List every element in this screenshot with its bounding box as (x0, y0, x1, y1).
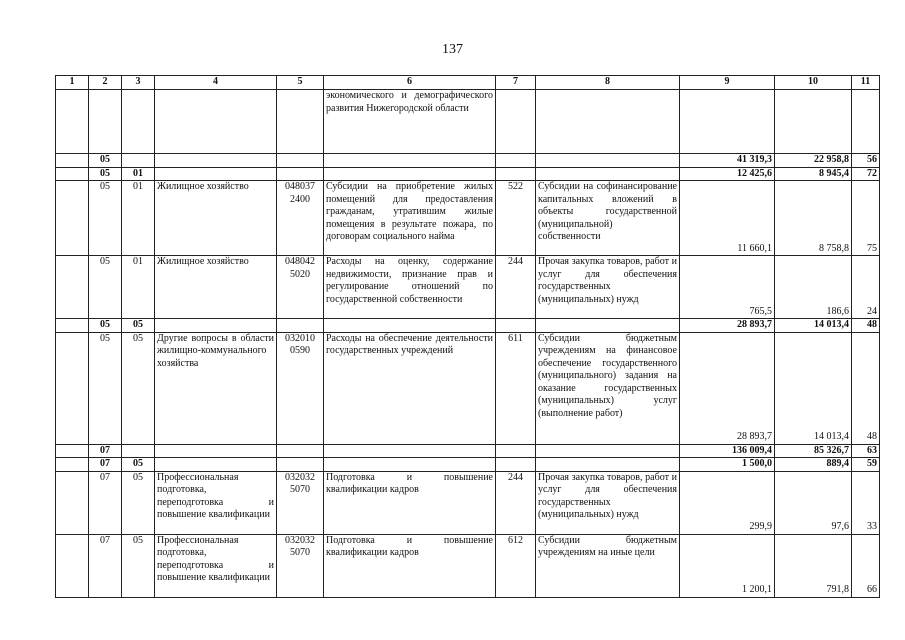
cell-subsection-name: Другие вопросы в области жилищно-коммунального хозяйства (155, 332, 277, 444)
table-header-row (56, 76, 880, 90)
cell-subsection (122, 154, 155, 168)
cell-expense-type-code: 244 (496, 471, 536, 534)
cell-subsection: 05 (122, 471, 155, 534)
cell-plan: 299,9 (680, 471, 775, 534)
cell-expense-type-name: Субсидии бюджетным учреждениям на иные цели (536, 534, 680, 597)
table-row (56, 444, 880, 458)
cell-c1 (56, 256, 89, 319)
budget-table (55, 75, 880, 598)
cell-c1 (56, 332, 89, 444)
cell-section: 05 (89, 167, 122, 181)
cell-target-code (277, 154, 324, 168)
cell-target-name: Субсидии на приобретение жилых помещений для предоставления гражданам, утратившим жилые помещения в результате пожара, по договорам социального найма (324, 181, 496, 256)
cell-section: 05 (89, 181, 122, 256)
cell-expense-type-code (496, 167, 536, 181)
cell-expense-type-name (536, 444, 680, 458)
cell-subsection-name (155, 458, 277, 472)
cell-subsection: 05 (122, 319, 155, 333)
cell-target-name (324, 458, 496, 472)
cell-subsection-name: Жилищное хозяйство (155, 181, 277, 256)
cell-actual: 8 758,8 (775, 181, 852, 256)
cell-subsection-name (155, 319, 277, 333)
cell-plan: 1 200,1 (680, 534, 775, 597)
cell-expense-type-name (536, 458, 680, 472)
cell-expense-type-code: 244 (496, 256, 536, 319)
column-header: 6 (324, 76, 496, 90)
page-number: 137 (442, 42, 463, 57)
cell-plan: 12 425,6 (680, 167, 775, 181)
cell-target-name: Расходы на оценку, содержание недвижимости, признание прав и регулирование отношений по государственной собственности (324, 256, 496, 319)
cell-subsection: 05 (122, 534, 155, 597)
cell-target-code (277, 444, 324, 458)
cell-subsection: 01 (122, 256, 155, 319)
cell-percent: 72 (852, 167, 880, 181)
column-header: 7 (496, 76, 536, 90)
cell-plan: 28 893,7 (680, 332, 775, 444)
cell-expense-type-name (536, 154, 680, 168)
cell-plan: 28 893,7 (680, 319, 775, 333)
cell-expense-type-code (496, 444, 536, 458)
cell-percent: 56 (852, 154, 880, 168)
cell-percent: 24 (852, 256, 880, 319)
cell-percent: 33 (852, 471, 880, 534)
cell-expense-type-code: 522 (496, 181, 536, 256)
cell-target-name (324, 319, 496, 333)
cell-plan: 136 009,4 (680, 444, 775, 458)
cell-expense-type-name (536, 90, 680, 154)
cell-plan (680, 90, 775, 154)
cell-target-code (277, 458, 324, 472)
cell-subsection (122, 444, 155, 458)
column-header: 5 (277, 76, 324, 90)
table-row (56, 256, 880, 319)
table-row (56, 534, 880, 597)
cell-subsection-name (155, 154, 277, 168)
cell-c1 (56, 471, 89, 534)
cell-subsection-name: Профессиональная подготовка, переподготовка и повышение квалификации (155, 471, 277, 534)
cell-target-code: 032032 5070 (277, 534, 324, 597)
cell-target-code: 032032 5070 (277, 471, 324, 534)
cell-actual: 22 958,8 (775, 154, 852, 168)
cell-c1 (56, 181, 89, 256)
cell-percent: 48 (852, 319, 880, 333)
cell-expense-type-name: Прочая закупка товаров, работ и услуг для обеспечения государственных (муниципальных) нужд (536, 256, 680, 319)
cell-expense-type-name: Субсидии на софинансирование капитальных вложений в объекты государственной (муниципальной) собственности (536, 181, 680, 256)
table-row (56, 319, 880, 333)
cell-percent: 75 (852, 181, 880, 256)
cell-target-name: Подготовка и повышение квалификации кадров (324, 471, 496, 534)
column-header: 11 (852, 76, 880, 90)
cell-expense-type-name: Субсидии бюджетным учреждениям на финансовое обеспечение государственного (муниципального) задания на оказание государственных (муниципальных) услуг (выполнение работ) (536, 332, 680, 444)
cell-percent: 59 (852, 458, 880, 472)
column-header: 3 (122, 76, 155, 90)
cell-subsection (122, 90, 155, 154)
column-header: 10 (775, 76, 852, 90)
table-row (56, 471, 880, 534)
table-row (56, 458, 880, 472)
cell-subsection-name: Профессиональная подготовка, переподготовка и повышение квалификации (155, 534, 277, 597)
column-header: 2 (89, 76, 122, 90)
cell-expense-type-name (536, 319, 680, 333)
cell-actual: 14 013,4 (775, 319, 852, 333)
column-header: 4 (155, 76, 277, 90)
cell-c1 (56, 444, 89, 458)
cell-plan: 11 660,1 (680, 181, 775, 256)
cell-actual: 791,8 (775, 534, 852, 597)
cell-section: 05 (89, 319, 122, 333)
cell-c1 (56, 458, 89, 472)
cell-actual: 889,4 (775, 458, 852, 472)
cell-c1 (56, 154, 89, 168)
cell-percent: 66 (852, 534, 880, 597)
table-row (56, 90, 880, 154)
cell-target-name (324, 444, 496, 458)
cell-section: 05 (89, 256, 122, 319)
cell-actual: 186,6 (775, 256, 852, 319)
cell-plan: 1 500,0 (680, 458, 775, 472)
cell-section: 05 (89, 154, 122, 168)
cell-target-name (324, 154, 496, 168)
table-row (56, 181, 880, 256)
cell-c1 (56, 319, 89, 333)
cell-target-code: 048042 5020 (277, 256, 324, 319)
cell-target-name (324, 167, 496, 181)
cell-target-name: экономического и демографического развития Нижегородской области (324, 90, 496, 154)
cell-target-name: Расходы на обеспечение деятельности государственных учреждений (324, 332, 496, 444)
cell-c1 (56, 90, 89, 154)
cell-subsection-name (155, 444, 277, 458)
cell-plan: 41 319,3 (680, 154, 775, 168)
cell-subsection-name: Жилищное хозяйство (155, 256, 277, 319)
cell-expense-type-code (496, 90, 536, 154)
cell-c1 (56, 167, 89, 181)
cell-actual: 85 326,7 (775, 444, 852, 458)
column-header: 9 (680, 76, 775, 90)
cell-target-code (277, 90, 324, 154)
cell-target-name: Подготовка и повышение квалификации кадров (324, 534, 496, 597)
cell-target-code: 048037 2400 (277, 181, 324, 256)
cell-percent (852, 90, 880, 154)
cell-subsection-name (155, 90, 277, 154)
cell-section (89, 90, 122, 154)
cell-percent: 48 (852, 332, 880, 444)
cell-expense-type-code: 612 (496, 534, 536, 597)
cell-section: 05 (89, 332, 122, 444)
cell-target-code: 032010 0590 (277, 332, 324, 444)
cell-plan: 765,5 (680, 256, 775, 319)
table-row (56, 154, 880, 168)
cell-section: 07 (89, 534, 122, 597)
cell-c1 (56, 534, 89, 597)
cell-expense-type-code (496, 458, 536, 472)
cell-section: 07 (89, 458, 122, 472)
cell-expense-type-code (496, 154, 536, 168)
cell-subsection: 01 (122, 167, 155, 181)
cell-actual: 97,6 (775, 471, 852, 534)
cell-actual: 14 013,4 (775, 332, 852, 444)
table-row (56, 332, 880, 444)
cell-subsection: 05 (122, 332, 155, 444)
column-header: 8 (536, 76, 680, 90)
cell-expense-type-name: Прочая закупка товаров, работ и услуг для обеспечения государственных (муниципальных) нужд (536, 471, 680, 534)
cell-target-code (277, 167, 324, 181)
cell-section: 07 (89, 471, 122, 534)
cell-subsection-name (155, 167, 277, 181)
cell-subsection: 05 (122, 458, 155, 472)
cell-actual: 8 945,4 (775, 167, 852, 181)
cell-percent: 63 (852, 444, 880, 458)
cell-expense-type-code: 611 (496, 332, 536, 444)
cell-section: 07 (89, 444, 122, 458)
cell-expense-type-code (496, 319, 536, 333)
cell-expense-type-name (536, 167, 680, 181)
cell-target-code (277, 319, 324, 333)
column-header: 1 (56, 76, 89, 90)
table-row (56, 167, 880, 181)
cell-subsection: 01 (122, 181, 155, 256)
cell-actual (775, 90, 852, 154)
